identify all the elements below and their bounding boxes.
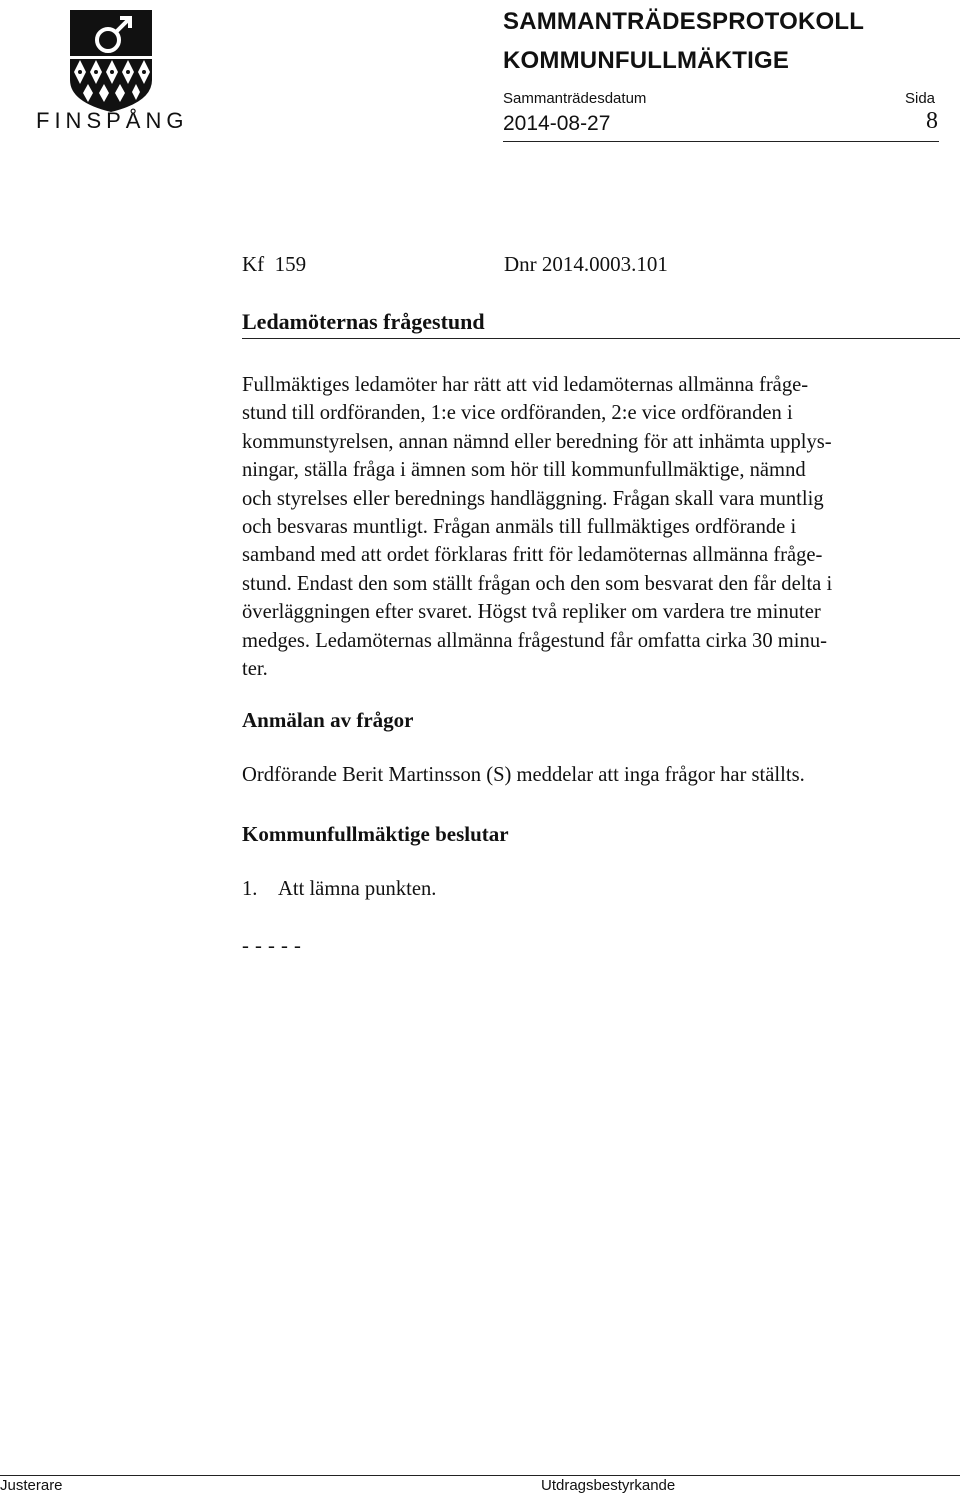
registry-number: Dnr 2014.0003.101 [504, 252, 668, 276]
document-title: SAMMANTRÄDESPROTOKOLL [503, 8, 865, 35]
body-line: och besvaras muntligt. Frågan anmäls till fullmäktiges ordförande i [242, 516, 797, 539]
meeting-date-label: Sammanträdesdatum [503, 90, 647, 107]
body-line: medges. Ledamöternas allmänna frågestund får omfatta cirka 30 minu- [242, 629, 827, 652]
meeting-date-value: 2014-08-27 [503, 112, 611, 135]
heading-divider [242, 338, 960, 339]
governing-body-name: KOMMUNFULLMÄKTIGE [503, 47, 790, 74]
footer-divider [0, 1475, 960, 1476]
body-paragraph [242, 371, 832, 683]
subheading-decision: Kommunfullmäktige beslutar [242, 822, 509, 846]
end-marker: - - - - - [242, 935, 302, 957]
chair-statement: Ordförande Berit Martinsson (S) meddelar att inga frågor har ställts. [242, 764, 805, 786]
page-label: Sida [905, 90, 936, 107]
body-line: ningar, ställa fråga i ämnen som hör till kommunfullmäktige, nämnd [242, 459, 806, 482]
paragraph-number: Kf 159 [242, 252, 307, 276]
decision-text: Att lämna punkten. [278, 878, 437, 900]
body-line: överläggningen efter svaret. Högst två repliker om vardera tre minuter [242, 601, 821, 624]
footer-adjuster-label: Justerare [0, 1477, 63, 1494]
section-reference [242, 252, 668, 277]
footer-extract-certification-label: Utdragsbestyrkande [541, 1477, 676, 1494]
section-heading: Ledamöternas frågestund [242, 309, 485, 334]
page-number: 8 [926, 108, 938, 134]
body-line: ter. [242, 658, 268, 681]
decision-item [242, 878, 436, 901]
body-line: stund. Endast den som ställt frågan och den som besvarat den får delta i [242, 572, 833, 595]
body-line: och styrelses eller berednings handläggning. Frågan skall vara muntlig [242, 487, 824, 510]
body-line: stund till ordföranden, 1:e vice ordföranden, 2:e vice ordföranden i [242, 402, 793, 425]
body-line: kommunstyrelsen, annan nämnd eller beredning för att inhämta upplys- [242, 430, 832, 453]
decision-number: 1. [242, 878, 258, 900]
subheading-questions: Anmälan av frågor [242, 708, 414, 732]
body-line: Fullmäktiges ledamöter har rätt att vid ledamöternas allmänna fråge- [242, 374, 809, 396]
body-line: samband med att ordet förklaras fritt för ledamöternas allmänna fråge- [242, 544, 823, 567]
header-divider [503, 141, 939, 142]
logo-wordmark: FINSPÅNG [36, 108, 189, 133]
